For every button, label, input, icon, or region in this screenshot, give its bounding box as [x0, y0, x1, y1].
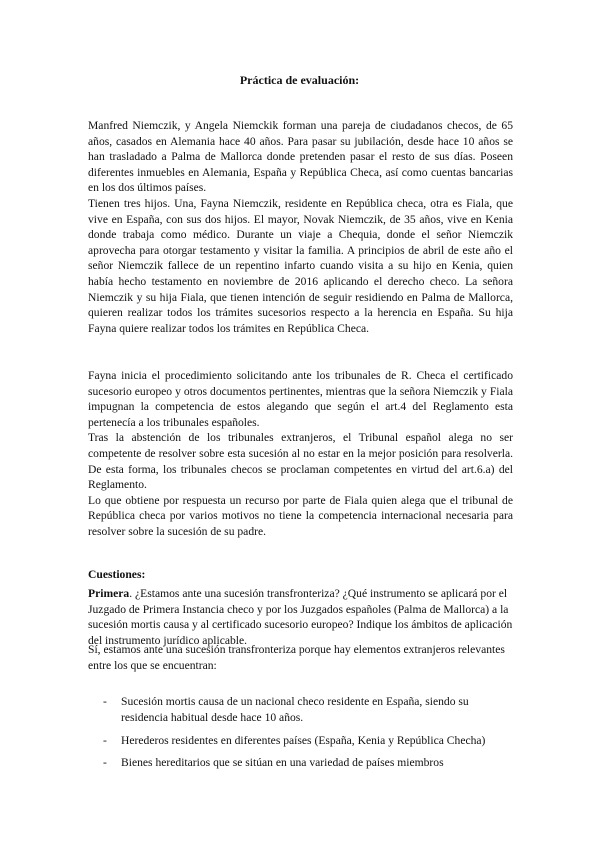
answer-intro — [88, 642, 513, 673]
list-item — [88, 755, 513, 771]
list-item — [88, 733, 513, 749]
page-title: Práctica de evaluación: — [239, 73, 360, 87]
question-text: . ¿Estamos ante una sucesión transfronteriza? ¿Qué instrumento se aplicará por el Juzgado de Primera Instancia checo y por los Juzgados españoles (Palma de Mallorca) a la sucesión mortis causa y al certificado sucesorio europeo? Indique los ámbitos de aplicación del instrumento jurídico aplicable. — [88, 587, 513, 647]
answer-bullet-list — [88, 755, 513, 771]
paragraph-text: Tras la abstención de los tribunales extranjeros, el Tribunal español alega no ser competente de resolver sobre esta sucesión al no estar en la mejor posición para resolverla. De esta forma, los tribunales checos se proclaman competentes en virtud del art.6.a) del Reglamento. — [88, 431, 513, 492]
list-item-text: Herederos residentes en diferentes países (España, Kenia y República Checha) — [121, 734, 486, 747]
answer-bullet-list — [88, 694, 513, 725]
paragraph-text: Lo que obtiene por respuesta un recurso por parte de Fiala quien alega que el tribunal de República checa por varios motivos no tiene la competencia internacional necesaria para resolver sobre la sucesión de su padre. — [88, 493, 513, 538]
answer-bullet-list — [88, 733, 513, 749]
first-question — [88, 586, 513, 648]
list-item-text: Sucesión mortis causa de un nacional checo residente en España, siendo su residencia habitual desde hace 10 años. — [121, 695, 469, 724]
case-paragraph-1 — [88, 118, 513, 336]
paragraph-text: Tienen tres hijos. Una, Fayna Niemczik, residente en República checa, otra es Fiala, que vive en España, con sus dos hijos. El mayor, Novak Niemczik, de 35 años, vive en Kenia donde trabaja como médico. Durante un viaje a Chequia, donde el señor Niemczik aprovecha para otorgar testamento y visitar la familia. A principios de abril de este año el señor Niemczik fallece de un repentino infarto cuando visita a su hijo en Kenia, quien había hecho testamento en noviembre de 2016 aplicando el derecho checo. La señora Niemczik y su hija Fiala, que tienen intención de seguir residiendo en Palma de Mallorca, quieren realizar todos los trámites sucesorios respecto a la herencia en España. Su hija Fayna quiere realizar todos los trámites en República Checa. — [88, 196, 513, 335]
paragraph-text: Manfred Niemczik, y Angela Niemckik forman una pareja de ciudadanos checos, de 65 años, casados en Alemania hace 40 años. Para pasar su jubilación, desde hace 10 años se han trasladado a Palma de Mallorca donde pretenden pasar el resto de sus días. Poseen diferentes inmuebles en Alemania, España y República Checa, así como cuentas bancarias en los dos últimos países. — [88, 119, 513, 195]
questions-heading: Cuestiones: — [88, 568, 146, 581]
dash-marker: - — [103, 695, 107, 708]
dash-marker: - — [103, 756, 107, 769]
dash-marker: - — [103, 734, 107, 747]
paragraph-text: Fayna inicia el procedimiento solicitando ante los tribunales de R. Checa el certificado sucesorio europeo y otros documentos pertinentes, mientras que la señora Niemczik y Fiala impugnan la competencia de estos alegando que según el art.4 del Reglamento esta pertenecía a los tribunales españoles. — [88, 369, 513, 429]
question-label: Primera — [88, 587, 130, 600]
list-item — [88, 694, 513, 725]
case-paragraph-2 — [88, 368, 513, 540]
list-item-text: Bienes hereditarios que se sitúan en una variedad de países miembros — [121, 756, 444, 769]
answer-intro-text: Sí, estamos ante una sucesión transfronteriza porque hay elementos extranjeros relevantes entre los que se encuentran: — [88, 643, 505, 672]
